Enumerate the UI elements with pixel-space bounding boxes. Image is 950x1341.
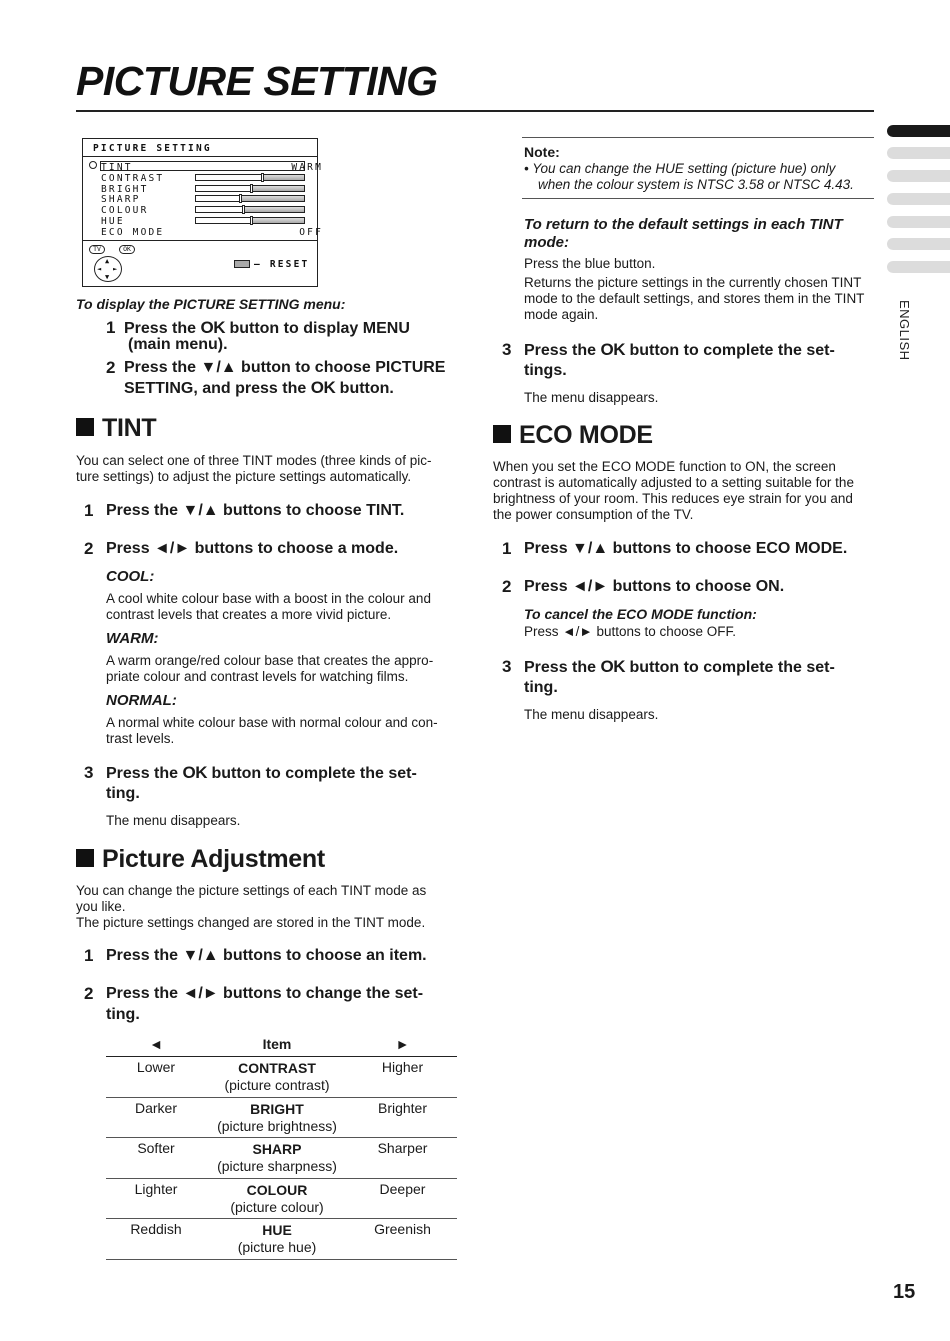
- step-number: 1: [84, 501, 94, 520]
- table-cell-item: HUE: [262, 1222, 292, 1238]
- language-label: ENGLISH: [897, 300, 912, 361]
- tint-mode-description: A normal white colour base with normal colour and con- trast levels.: [106, 715, 438, 746]
- step-number: 2: [84, 984, 94, 1003]
- eco-step-2: [502, 577, 874, 599]
- osd-level-bar: [195, 217, 305, 224]
- section-tab: [887, 170, 950, 182]
- default-heading: To return to the default settings in each TINT mode:: [524, 216, 843, 251]
- osd-direction-pad-icon: ▲ ▼ ◄ ►: [94, 256, 122, 282]
- step-text: Press the ▼/▲ button to choose PICTURE: [124, 359, 446, 376]
- table-cell-item-desc: (picture sharpness): [217, 1158, 337, 1174]
- left-arrow-icon: ◄: [149, 1036, 163, 1052]
- osd-blue-button-swatch: [234, 260, 250, 268]
- step-text: Press ▼/▲ buttons to choose ECO MODE.: [524, 540, 848, 557]
- table-row: [106, 1057, 457, 1098]
- section-tab: [887, 193, 950, 205]
- default-result: The menu disappears.: [524, 390, 659, 405]
- tint-step-3: [84, 763, 464, 805]
- table-cell-higher: Deeper: [379, 1180, 426, 1197]
- table-cell-item: CONTRAST: [238, 1060, 316, 1076]
- default-step-3: [502, 340, 874, 382]
- table-row: [106, 1219, 457, 1260]
- eco-result: The menu disappears.: [524, 707, 659, 722]
- eco-heading: ECO MODE: [493, 421, 653, 450]
- step-text: Press the ◄/► buttons to change the set-: [106, 985, 424, 1002]
- square-bullet-icon: [76, 849, 94, 867]
- osd-ok-button-icon: OK: [119, 245, 135, 254]
- default-body: Press the blue button. Returns the picture settings in the currently chosen TINT mode to the default settings, and stores them in the TINT mode again.: [524, 256, 865, 322]
- adjust-step-1: [84, 946, 464, 968]
- osd-title: PICTURE SETTING: [93, 143, 212, 154]
- adjust-step-2: [84, 984, 464, 1026]
- table-cell-lower: Lighter: [134, 1180, 178, 1197]
- osd-cursor-icon: [89, 161, 97, 169]
- osd-row-label: ECO MODE: [101, 226, 165, 238]
- eco-cancel-heading: To cancel the ECO MODE function:: [524, 606, 757, 622]
- osd-row-label: COLOUR: [101, 205, 149, 217]
- table-header-item: Item: [262, 1036, 292, 1052]
- osd-level-marker: [239, 194, 242, 203]
- note-heading: Note:: [524, 144, 560, 160]
- table-cell-lower: Lower: [136, 1059, 176, 1075]
- osd-level-marker: [242, 205, 245, 214]
- table-cell-item-desc: (picture brightness): [217, 1117, 337, 1134]
- osd-row-value: OFF: [299, 226, 323, 238]
- osd-level-marker: [250, 184, 253, 193]
- table-cell-item-desc: (picture contrast): [224, 1077, 330, 1093]
- osd-level-bar: [195, 185, 305, 192]
- tint-mode-name: NORMAL:: [106, 692, 177, 709]
- step-number: 2: [106, 358, 116, 377]
- osd-level-bar: [195, 174, 305, 181]
- display-menu-heading: To display the PICTURE SETTING menu:: [76, 296, 346, 312]
- adjust-heading: Picture Adjustment: [76, 845, 325, 874]
- picture-setting-osd: [82, 138, 323, 287]
- section-tab: [887, 147, 950, 159]
- step-text: Press the: [106, 765, 179, 782]
- table-cell-higher: Brighter: [377, 1099, 428, 1116]
- tint-result: The menu disappears.: [106, 813, 241, 828]
- section-tab: [887, 261, 950, 273]
- osd-tv-button-icon: TV: [89, 245, 105, 254]
- tint-mode-name: COOL:: [106, 568, 155, 585]
- table-cell-lower: Darker: [134, 1099, 177, 1116]
- osd-level-marker: [261, 173, 264, 182]
- step-text: button to display MENU: [229, 320, 410, 337]
- step-number: 2: [84, 539, 94, 558]
- right-arrow-icon: ►: [395, 1036, 410, 1052]
- section-tab: [887, 216, 950, 228]
- osd-row-label: TINT: [101, 162, 133, 173]
- table-cell-higher: Sharper: [377, 1140, 428, 1156]
- tint-mode-name: WARM:: [106, 630, 159, 647]
- osd-divider: [83, 240, 317, 241]
- step-text: Press ◄/► buttons to choose ON.: [524, 578, 785, 595]
- step-text: Press ◄/► buttons to choose a mode.: [106, 540, 399, 557]
- page-title: PICTURE SETTING: [76, 58, 438, 104]
- osd-level-bar: [195, 195, 305, 202]
- tint-mode-description: A warm orange/red colour base that creates the appro- priate colour and contrast levels for watching films.: [106, 653, 434, 684]
- step-number: 1: [502, 539, 512, 558]
- osd-level-fill: [196, 186, 252, 191]
- ok-button-glyph: OK: [600, 657, 625, 676]
- osd-level-marker: [250, 216, 253, 225]
- eco-intro: When you set the ECO MODE function to ON, the screen contrast is automatically adjusted to a setting suitable for the brightness of your room. This reduces eye strain for you and the power consumption of the TV.: [493, 459, 854, 522]
- display-menu-step-1: [106, 318, 466, 358]
- step-text: button to complete the set-: [211, 765, 417, 782]
- eco-step-3: [502, 657, 874, 699]
- section-tab: [887, 238, 950, 250]
- step-text: button.: [339, 380, 394, 397]
- table-cell-higher: Higher: [381, 1059, 424, 1075]
- osd-row-label: SHARP: [101, 194, 141, 206]
- tint-heading: TINT: [76, 414, 156, 443]
- table-cell-item: SHARP: [252, 1141, 302, 1157]
- table-cell-higher: Greenish: [374, 1221, 431, 1237]
- step-text: Press the ▼/▲ buttons to choose TINT.: [106, 502, 405, 519]
- note-rule-bottom: [522, 198, 874, 199]
- table-cell-item: BRIGHT: [250, 1100, 304, 1117]
- table-cell-lower: Softer: [137, 1140, 175, 1156]
- tint-step-1: [84, 501, 464, 523]
- osd-level-fill: [196, 207, 244, 212]
- step-number: 1: [84, 946, 94, 965]
- table-cell-item-desc: (picture colour): [230, 1198, 324, 1215]
- square-bullet-icon: [76, 418, 94, 436]
- step-text: Press the ▼/▲ buttons to choose an item.: [106, 947, 427, 964]
- step-text: button to complete the set-: [629, 342, 835, 359]
- section-tab-active: [887, 125, 950, 137]
- page-number: 15: [893, 1281, 916, 1303]
- step-text: SETTING, and press the: [124, 380, 307, 397]
- osd-level-fill: [196, 196, 241, 201]
- step-number: 3: [84, 763, 94, 782]
- osd-row-label: CONTRAST: [101, 172, 165, 184]
- note-text: • You can change the HUE setting (picture hue) only when the colour system is NTSC 3.58 or NTSC 4.43.: [524, 161, 854, 192]
- osd-reset-label: – RESET: [254, 259, 310, 270]
- step-number: 1: [106, 318, 116, 337]
- table-cell-item-desc: (picture hue): [237, 1239, 317, 1255]
- ok-button-glyph: OK: [310, 378, 336, 397]
- step-number: 3: [502, 657, 512, 676]
- step-text: ting.: [106, 1006, 140, 1023]
- table-cell-lower: Reddish: [130, 1221, 182, 1237]
- step-text: ting.: [524, 679, 558, 696]
- ok-button-glyph: OK: [182, 763, 207, 782]
- display-menu-step-2: [106, 358, 466, 398]
- step-text: Press the: [524, 342, 597, 359]
- step-number: 2: [502, 577, 512, 596]
- eco-step-1: [502, 539, 874, 561]
- step-text: tings.: [524, 362, 567, 379]
- table-cell-item: COLOUR: [246, 1181, 308, 1198]
- tint-intro: You can select one of three TINT modes (three kinds of pic- ture settings) to adjust the picture settings automatically.: [76, 453, 432, 484]
- square-bullet-icon: [493, 425, 511, 443]
- ok-button-glyph: OK: [600, 340, 625, 359]
- osd-row-label: BRIGHT: [101, 183, 149, 195]
- table-row: [106, 1179, 457, 1220]
- osd-level-fill: [196, 175, 263, 180]
- step-text: Press the: [124, 320, 197, 337]
- step-text: ting.: [106, 785, 140, 802]
- osd-level-bar: [195, 206, 305, 213]
- osd-row-label: HUE: [101, 216, 125, 227]
- adjust-intro: You can change the picture settings of each TINT mode as you like. The picture settings changed are stored in the TINT mode.: [76, 883, 427, 930]
- osd-row-value: WARM: [291, 162, 323, 173]
- tint-mode-description: A cool white colour base with a boost in the colour and contrast levels that creates a more vivid picture.: [106, 591, 431, 622]
- note-rule-top: [522, 137, 874, 138]
- step-number: 3: [502, 340, 512, 359]
- step-text: button to complete the set-: [629, 659, 835, 676]
- title-rule: [76, 110, 874, 112]
- eco-cancel-text: Press ◄/► buttons to choose OFF.: [524, 624, 737, 639]
- table-row: [106, 1098, 457, 1139]
- table-row: [106, 1138, 457, 1179]
- step-text: Press the: [524, 659, 597, 676]
- osd-divider: [83, 156, 317, 157]
- table-header: [106, 1032, 457, 1057]
- ok-button-glyph: OK: [200, 318, 225, 337]
- osd-level-fill: [196, 218, 252, 223]
- step-text: (main menu).: [128, 336, 228, 353]
- tint-step-2: [84, 539, 464, 561]
